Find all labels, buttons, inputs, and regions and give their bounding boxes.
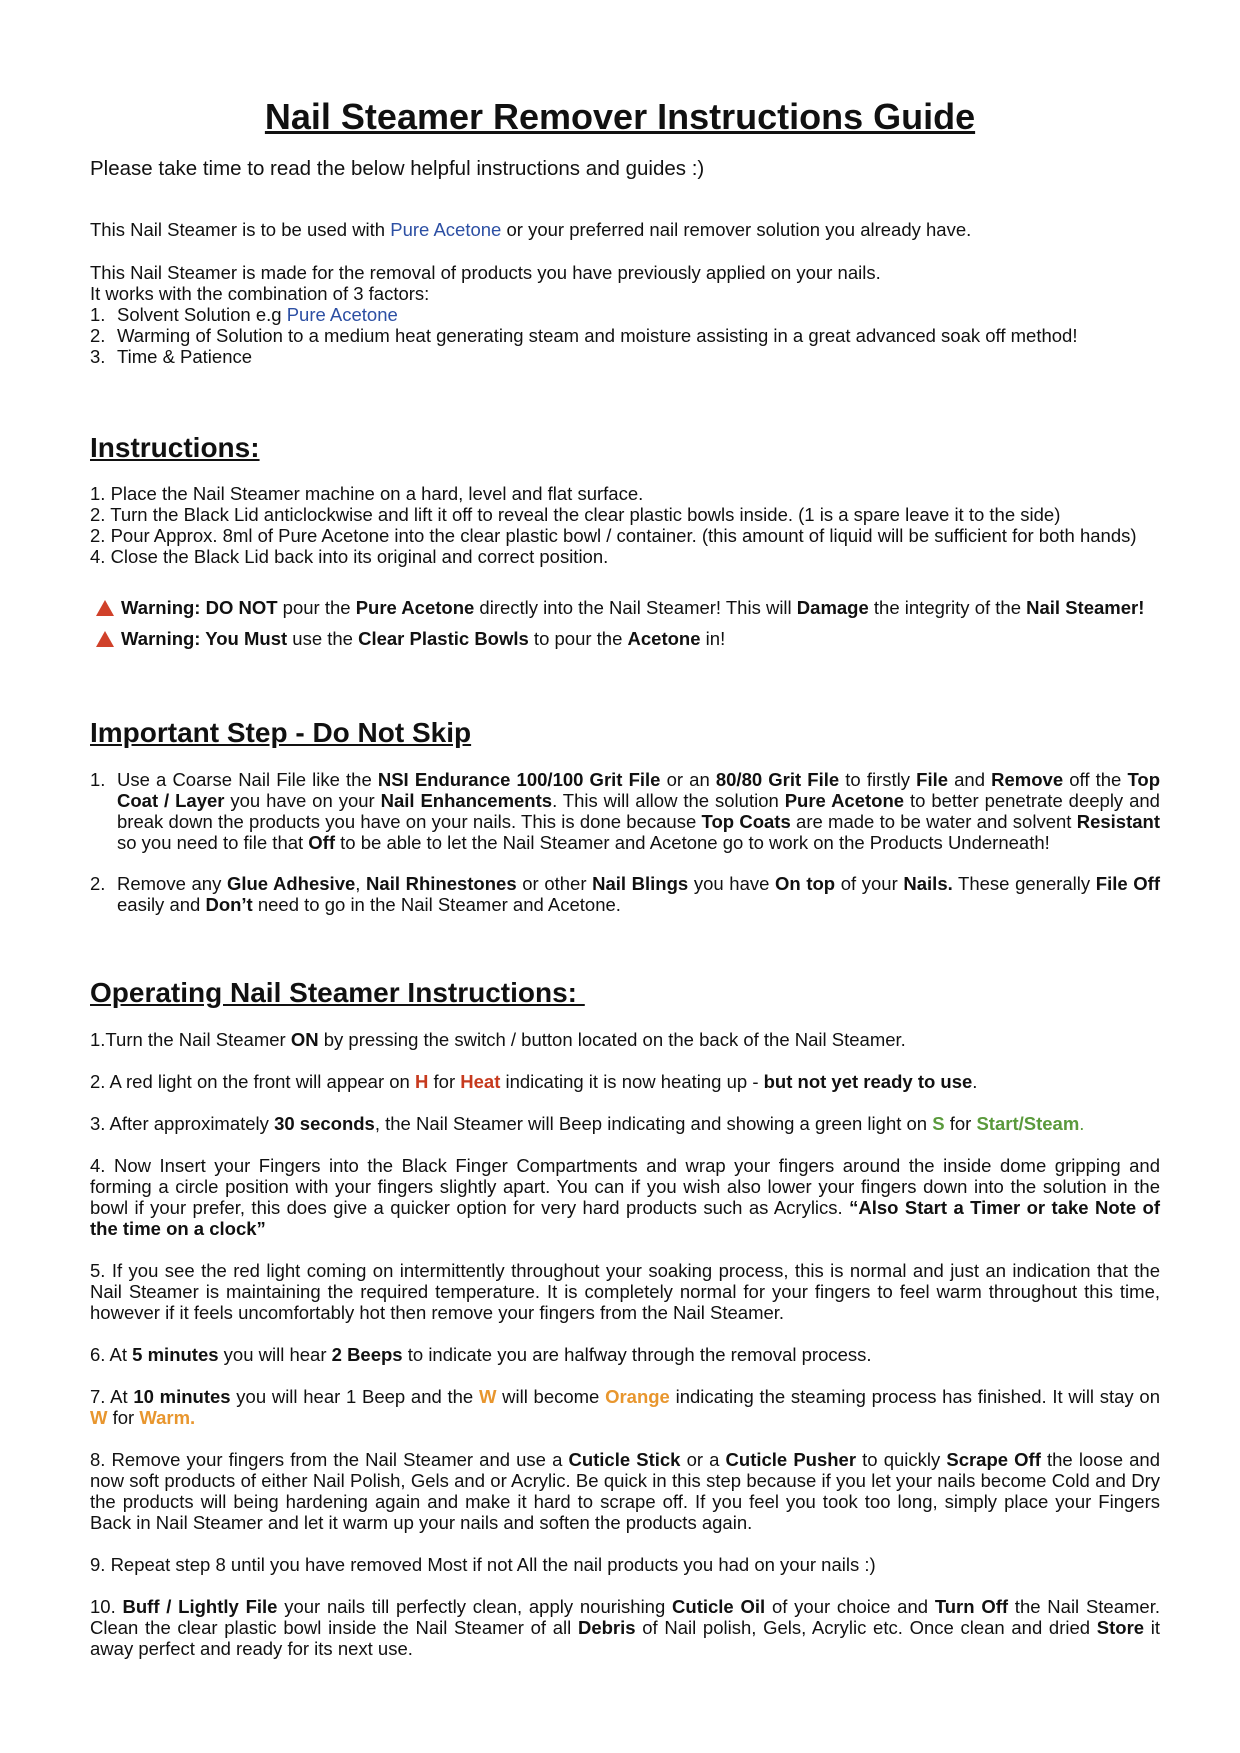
operating-step: 7. At 10 minutes you will hear 1 Beep and the W will become Orange indicating the steaming process has finished. It will stay on W for Warm. — [90, 1386, 1160, 1428]
instructions-heading: Instructions: — [90, 432, 260, 463]
intro-p2: This Nail Steamer is made for the removal of products you have previously applied on your nails. It works with the combination of 3 factors: 1. Solvent Solution e.g Pure Acetone 2. Warming of Solution to a medium heat generating steam and moisture assisting in a great advanced soak off method! 3. Time & Patience — [90, 262, 1160, 367]
operating-step: 1.Turn the Nail Steamer ON by pressing the switch / button located on the back of the Nail Steamer. — [90, 1029, 906, 1050]
operating-steps — [90, 1029, 1160, 1659]
instructions-steps — [90, 483, 1160, 567]
operating-step: 5. If you see the red light coming on intermittently throughout your soaking process, this is normal and just an indication that the Nail Steamer is maintaining the required temperature. It is completely normal for your fingers to feel warm throughout this time, however if it feels uncomfortably hot then remove your fingers from the Nail Steamer. — [90, 1260, 1160, 1323]
operating-step: 3. After approximately 30 seconds, the Nail Steamer will Beep indicating and showing a green light on S for Start/Steam. — [90, 1113, 1085, 1134]
factor-item: 1. Solvent Solution e.g Pure Acetone — [90, 304, 398, 325]
operating-heading: Operating Nail Steamer Instructions: — [90, 977, 585, 1008]
important-section — [90, 716, 1160, 750]
factor-item: 2. Warming of Solution to a medium heat generating steam and moisture assisting in a great advanced soak off method! — [90, 325, 1078, 346]
important-item-2: 2. Remove any Glue Adhesive, Nail Rhinestones or other Nail Blings you have On top of your Nails. These generally File Off easily and Don’t need to go in the Nail Steamer and Acetone. — [90, 873, 1160, 915]
warning-icon — [95, 630, 115, 648]
warning-2: Warning: You Must use the Clear Plastic Bowls to pour the Acetone in! — [92, 628, 1162, 649]
intro-section — [90, 157, 1160, 181]
operating-step: 4. Now Insert your Fingers into the Black Finger Compartments and wrap your fingers around the inside dome gripping and forming a circle position with your fingers slightly apart. You can if you wish also lower your fingers down into the solution in the bowl if your prefer, this does give a quicker option for very hard products such as Acrylics. “Also Start a Timer or take Note of the time on a clock” — [90, 1155, 1160, 1239]
important-heading: Important Step - Do Not Skip — [90, 717, 472, 748]
pure-acetone-link-text: Pure Acetone — [390, 219, 502, 240]
warning-1: Warning: DO NOT pour the Pure Acetone directly into the Nail Steamer! This will Damage the integrity of the Nail Steamer! — [92, 597, 1162, 618]
intro-lead: Please take time to read the below helpful instructions and guides :) — [90, 157, 705, 180]
instructions-section — [90, 431, 1160, 465]
operating-step: 9. Repeat step 8 until you have removed Most if not All the nail products you had on your nails :) — [90, 1554, 876, 1575]
intro-p1: This Nail Steamer is to be used with Pure Acetone or your preferred nail remover solution you already have. — [90, 219, 972, 240]
instruction-step: 2. Turn the Black Lid anticlockwise and lift it off to reveal the clear plastic bowls inside. (1 is a spare leave it to the side) — [90, 504, 1061, 525]
page-title: Nail Steamer Remover Instructions Guide — [264, 96, 976, 137]
important-item-1: 1. Use a Coarse Nail File like the NSI Endurance 100/100 Grit File or an 80/80 Grit File to firstly File and Remove off the Top Coat / Layer you have on your Nail Enhancements. This will allow the solution Pure Acetone to better penetrate deeply and break down the products you have on your nails. This is done because Top Coats are made to be water and solvent Resistant so you need to file that Off to be able to let the Nail Steamer and Acetone go to work on the Products Underneath! — [90, 769, 1160, 853]
instruction-step: 2. Pour Approx. 8ml of Pure Acetone into the clear plastic bowl / container. (this amount of liquid will be sufficient for both hands) — [90, 525, 1137, 546]
operating-section — [90, 976, 1160, 1010]
factor-item: 3. Time & Patience — [90, 346, 253, 367]
instruction-step: 1. Place the Nail Steamer machine on a hard, level and flat surface. — [90, 483, 644, 504]
instruction-step: 4. Close the Black Lid back into its original and correct position. — [90, 546, 609, 567]
operating-step: 10. Buff / Lightly File your nails till perfectly clean, apply nourishing Cuticle Oil of your choice and Turn Off the Nail Steamer. Clean the clear plastic bowl inside the Nail Steamer of all Debris of Nail polish, Gels, Acrylic etc. Once clean and dried Store it away perfect and ready for its next use. — [90, 1596, 1160, 1659]
operating-step: 2. A red light on the front will appear on H for Heat indicating it is now heating up - but not yet ready to use. — [90, 1071, 978, 1092]
operating-step: 8. Remove your fingers from the Nail Steamer and use a Cuticle Stick or a Cuticle Pusher to quickly Scrape Off the loose and now soft products of either Nail Polish, Gels and or Acrylic. Be quick in this step because if you let your nails become Cold and Dry the products will being hardening again and make it hard to scrape off. If you feel you took too long, simply place your Fingers Back in Nail Steamer and let it warm up your nails and soften the products again. — [90, 1449, 1161, 1533]
warning-icon — [95, 599, 115, 617]
operating-step: 6. At 5 minutes you will hear 2 Beeps to indicate you are halfway through the removal process. — [90, 1344, 872, 1365]
